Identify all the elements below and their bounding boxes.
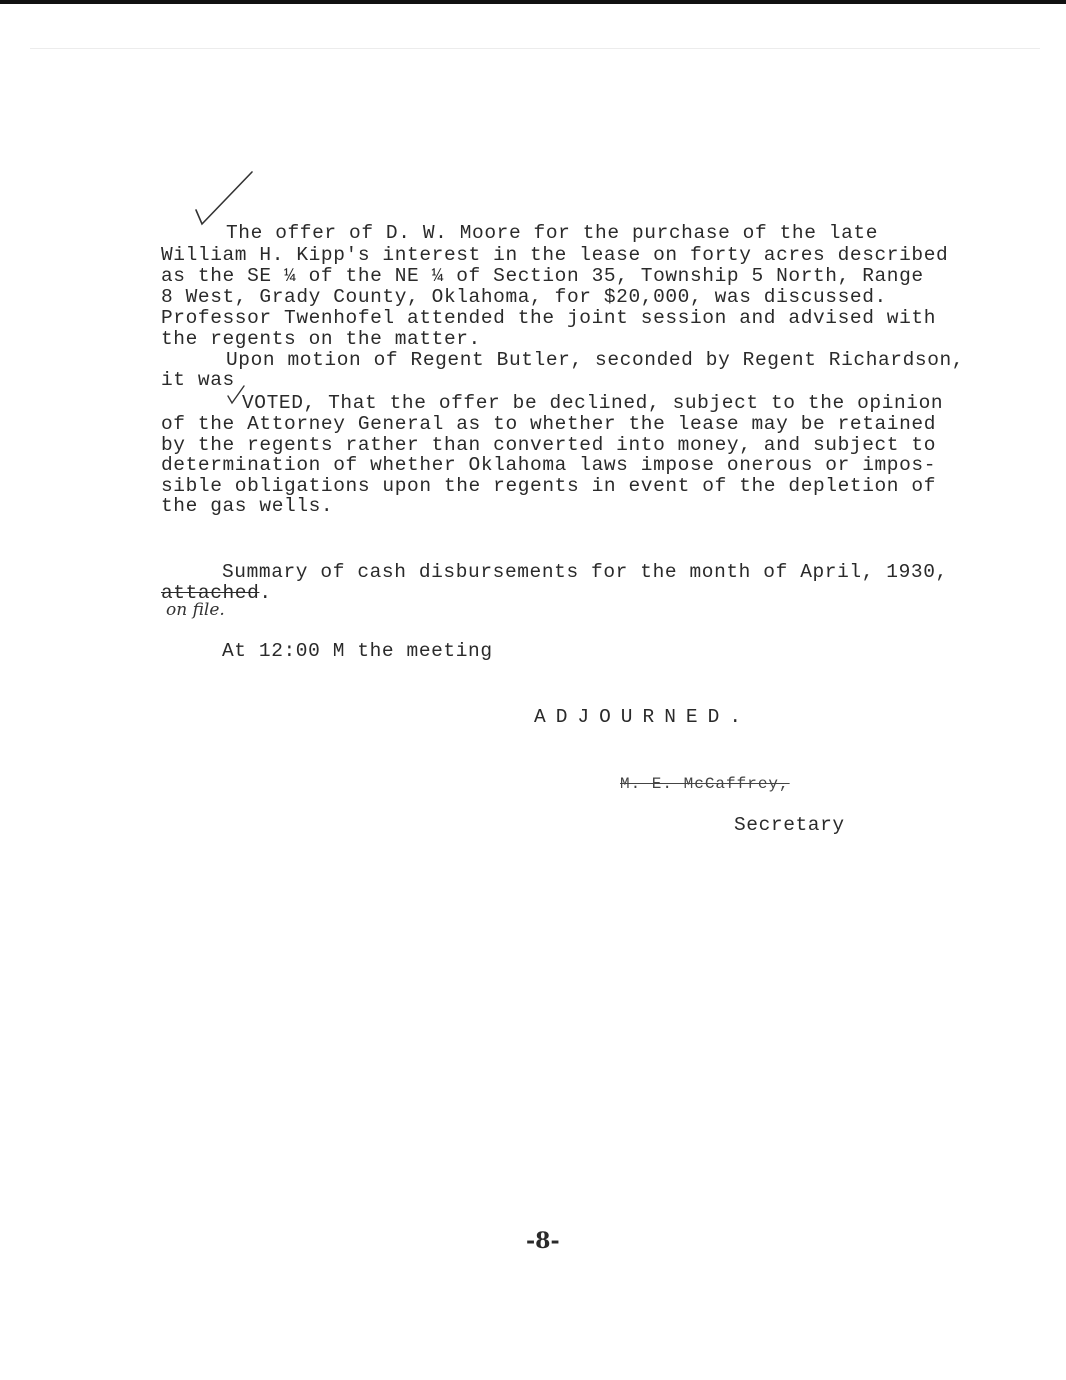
- page-number: -8-: [526, 1228, 560, 1254]
- paragraph-1-line: William H. Kipp's interest in the lease on forty acres described: [161, 244, 949, 266]
- voted-line: of the Attorney General as to whether the lease may be retained: [161, 413, 937, 435]
- voted-line: sible obligations upon the regents in event of the depletion of: [161, 475, 937, 497]
- summary-line: Summary of cash disbursements for the month of April, 1930,: [222, 561, 948, 583]
- voted-line: the gas wells.: [161, 495, 334, 517]
- scan-top-edge: [0, 0, 1066, 4]
- voted-line: by the regents rather than converted into money, and subject to: [161, 434, 937, 456]
- paragraph-1-line: as the SE ¼ of the NE ¼ of Section 35, Township 5 North, Range: [161, 265, 924, 287]
- adjourned-text: ADJOURNED.: [534, 706, 752, 728]
- checkmark-icon: [192, 168, 262, 230]
- meeting-line: At 12:00 M the meeting: [222, 640, 493, 662]
- struck-word: attached: [161, 582, 260, 604]
- scan-artifact-line: [30, 48, 1040, 49]
- handwritten-note: on file.: [166, 600, 225, 620]
- paragraph-1-line: Professor Twenhofel attended the joint session and advised with: [161, 307, 937, 329]
- paragraph-2-line: it was: [161, 369, 235, 391]
- struck-suffix: .: [259, 582, 272, 604]
- paragraph-1-line: the regents on the matter.: [161, 328, 481, 350]
- signature-title: Secretary: [734, 814, 845, 836]
- voted-line: determination of whether Oklahoma laws impose onerous or impos-: [161, 454, 937, 476]
- paragraph-1-line: The offer of D. W. Moore for the purchase of the late: [226, 222, 879, 244]
- voted-line: VOTED, That the offer be declined, subject to the opinion: [242, 392, 944, 414]
- paragraph-2-line: Upon motion of Regent Butler, seconded by Regent Richardson,: [226, 349, 965, 371]
- paragraph-1-line: 8 West, Grady County, Oklahoma, for $20,000, was discussed.: [161, 286, 887, 308]
- signature-struck: M. E. McCaffrey,: [620, 775, 790, 793]
